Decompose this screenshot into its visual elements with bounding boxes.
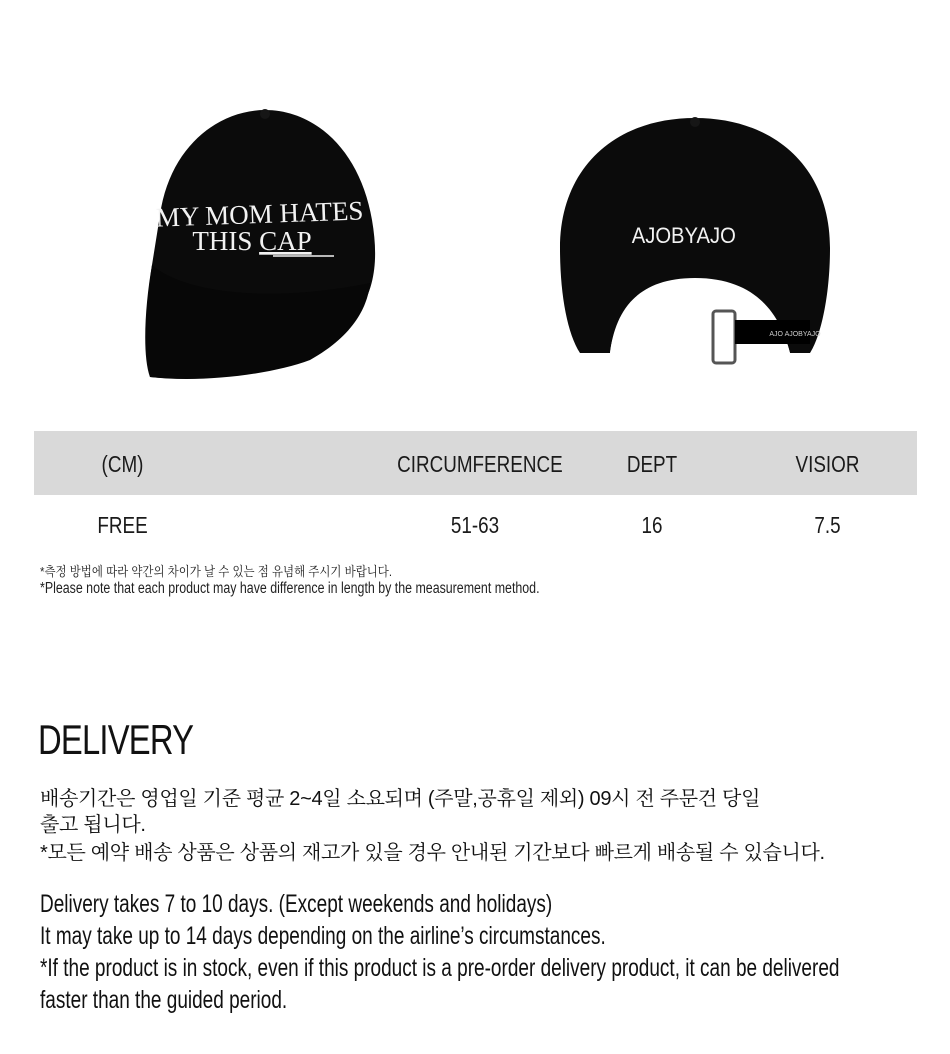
cap-front-image bbox=[140, 105, 380, 385]
delivery-ko-line1: 배송기간은 영업일 기준 평균 2~4일 소요되며 (주말,공휴일 제외) 09시 전 주문건 당일 bbox=[40, 788, 761, 810]
delivery-en-line2: It may take up to 14 days depending on the airline’s circumstances. bbox=[40, 922, 606, 950]
delivery-en-line3: *If the product is in stock, even if this product is a pre-order delivery product, it can be delivered bbox=[40, 954, 840, 982]
size-value-visior: 7.5 bbox=[814, 512, 841, 538]
measurement-note-korean: *측정 방법에 따라 약간의 차이가 날 수 있는 점 유념해 주시기 바랍니다. bbox=[40, 564, 393, 579]
cap-back-tag: AJO AJOBYAJO bbox=[769, 331, 821, 338]
cap-front-line2-underlined: CAP bbox=[259, 226, 312, 256]
cap-back-logo: AJOBYAJO bbox=[631, 224, 736, 249]
delivery-ko-line2: 출고 됩니다. bbox=[40, 814, 146, 836]
measurement-note-english: *Please note that each product may have difference in length by the measurement method. bbox=[40, 580, 540, 597]
delivery-ko-line3: *모든 예약 배송 상품은 상품의 재고가 있을 경우 안내된 기간보다 빠르게 배송될 수 있습니다. bbox=[40, 842, 825, 864]
delivery-title: DELIVERY bbox=[38, 716, 194, 763]
cap-front-line2: THIS bbox=[192, 226, 260, 256]
delivery-en-line4: faster than the guided period. bbox=[40, 986, 288, 1014]
size-value-dept: 16 bbox=[641, 512, 663, 538]
size-header-circumference: CIRCUMFERENCE bbox=[397, 451, 563, 477]
size-header-unit: (CM) bbox=[101, 451, 144, 477]
size-header-visior: VISIOR bbox=[795, 451, 860, 477]
size-value-size: FREE bbox=[97, 512, 148, 538]
svg-text:THIS CAP bbox=[192, 226, 311, 256]
size-header-dept: DEPT bbox=[626, 451, 678, 477]
cap-front-line1: MY MOM HATES bbox=[155, 195, 364, 233]
size-value-circumference: 51-63 bbox=[450, 512, 500, 538]
cap-back-image bbox=[555, 108, 835, 370]
delivery-en-line1: Delivery takes 7 to 10 days. (Except weekends and holidays) bbox=[40, 890, 553, 918]
